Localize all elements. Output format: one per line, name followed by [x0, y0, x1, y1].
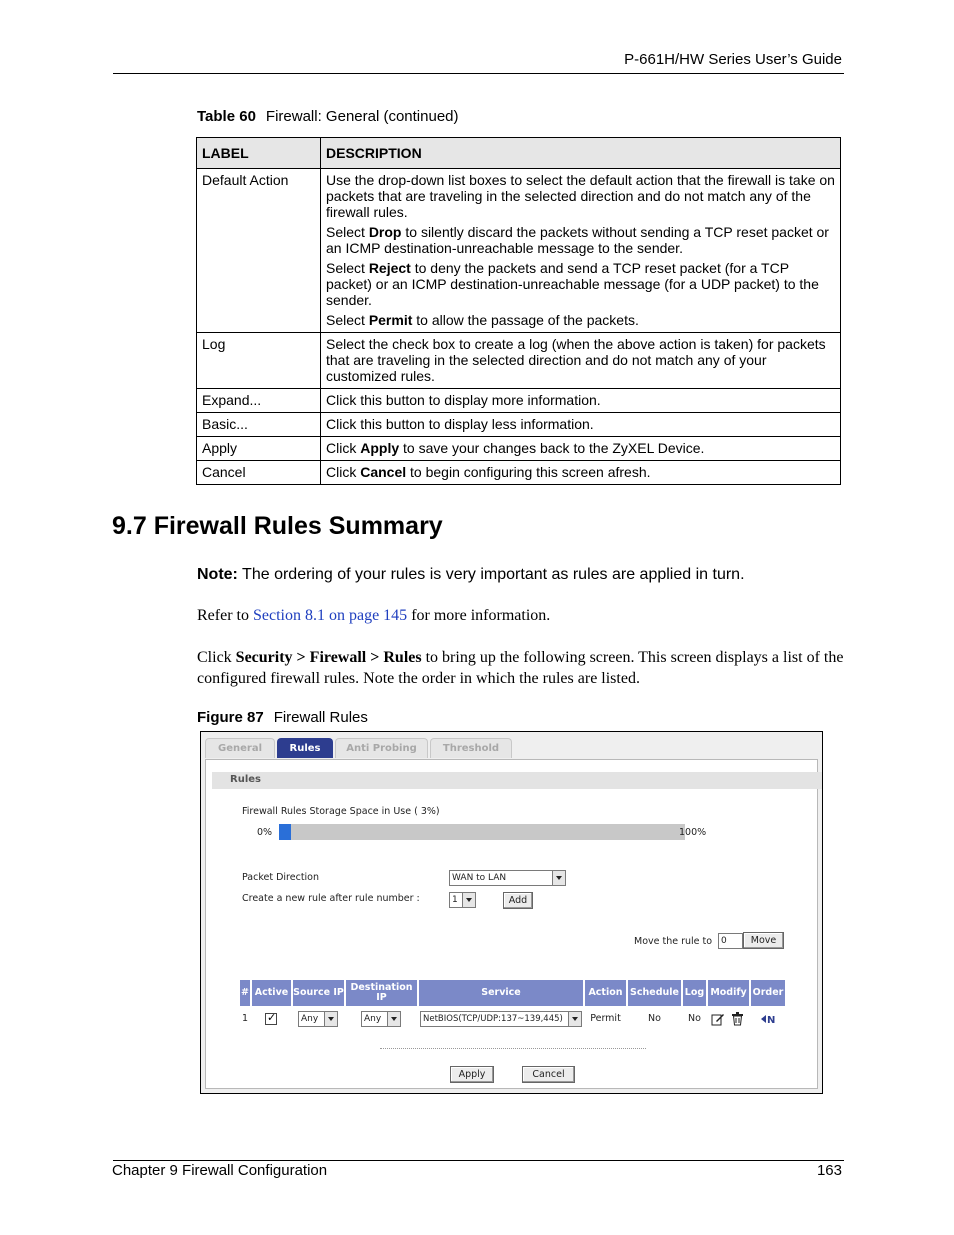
table-row — [197, 413, 841, 437]
row-label: Default Action — [197, 169, 321, 333]
header-description: DESCRIPTION — [321, 138, 841, 169]
svg-text:N: N — [767, 1015, 776, 1026]
rule-schedule: No — [648, 1013, 661, 1024]
description-table — [196, 137, 841, 485]
row-label: Apply — [197, 437, 321, 461]
row-description: Click this button to display less information. — [321, 413, 841, 437]
row-label: Basic... — [197, 413, 321, 437]
note — [197, 566, 745, 584]
figure-caption-title: Firewall Rules — [273, 709, 368, 726]
col-log: Log — [683, 980, 706, 1006]
delete-icon[interactable] — [731, 1012, 744, 1026]
col-source-ip: Source IP — [293, 980, 344, 1006]
col-number: # — [240, 980, 250, 1006]
table-caption-number: Table 60 — [197, 108, 256, 125]
note-label: Note: — [197, 566, 238, 583]
apply-button[interactable]: Apply — [450, 1066, 494, 1083]
rules-panel — [205, 759, 818, 1089]
service-select[interactable] — [420, 1011, 582, 1027]
desc-paragraph: Select Permit to allow the passage of the packets. — [326, 312, 639, 328]
create-rule-value: 1 — [452, 895, 458, 905]
click-paragraph: Click Security > Firewall > Rules to bring up the following screen. This screen displays a list of the configured firewall rules. Note the order in which the rules are listed. — [197, 649, 844, 687]
move-rule-input[interactable]: 0 — [718, 933, 743, 949]
move-rule-label: Move the rule to — [634, 936, 713, 947]
row-description: Click Cancel to begin configuring this screen afresh. — [321, 461, 841, 485]
create-rule-select[interactable] — [449, 892, 476, 908]
tab-anti-probing[interactable]: Anti Probing — [335, 738, 428, 758]
figure-caption-number: Figure 87 — [197, 709, 264, 726]
source-ip-select[interactable] — [298, 1011, 338, 1027]
service-value: NetBIOS(TCP/UDP:137~139,445) — [423, 1014, 563, 1024]
section-heading: 9.7 Firewall Rules Summary — [112, 512, 443, 540]
bar-max-label: 100% — [679, 827, 707, 838]
table-row — [197, 437, 841, 461]
section-link[interactable]: Section 8.1 on page 145 — [252, 607, 408, 624]
row-label: Cancel — [197, 461, 321, 485]
footer-chapter: Chapter 9 Firewall Configuration — [112, 1162, 328, 1179]
firewall-rules-screenshot — [200, 731, 823, 1094]
move-button[interactable]: Move — [743, 932, 784, 949]
section-title: Rules — [230, 774, 261, 785]
packet-direction-value: WAN to LAN — [452, 873, 507, 883]
destination-ip-select[interactable] — [361, 1011, 401, 1027]
table-row — [197, 169, 841, 333]
header-rule — [113, 73, 844, 74]
chevron-down-icon — [462, 893, 475, 907]
col-schedule: Schedule — [628, 980, 681, 1006]
table-caption-title: Firewall: General (continued) — [265, 108, 459, 125]
cancel-button[interactable]: Cancel — [522, 1066, 575, 1083]
chevron-down-icon — [387, 1012, 400, 1026]
desc-paragraph: Use the drop-down list boxes to select the default action that the firewall is take on packets that are traveling in the selected direction and do not match any of the firewall rules. — [326, 172, 835, 220]
col-active: Active — [252, 980, 291, 1006]
col-action: Action — [585, 980, 626, 1006]
bar-min-label: 0% — [257, 827, 273, 838]
tab-general[interactable]: General — [205, 738, 275, 758]
source-ip-value: Any — [301, 1014, 319, 1024]
chevron-down-icon — [568, 1012, 581, 1026]
header-label: LABEL — [197, 138, 321, 169]
col-order: Order — [751, 980, 785, 1006]
row-label: Expand... — [197, 389, 321, 413]
packet-direction-label: Packet Direction — [242, 872, 320, 883]
rule-action: Permit — [590, 1013, 621, 1024]
packet-direction-select[interactable] — [449, 870, 566, 886]
chevron-down-icon — [552, 871, 565, 885]
footer-page-number: 163 — [816, 1162, 842, 1179]
refer-paragraph: Refer to Section 8.1 on page 145 for more information. — [197, 607, 551, 624]
row-description: Click Apply to save your changes back to the ZyXEL Device. — [321, 437, 841, 461]
move-order-icon[interactable] — [760, 1012, 778, 1026]
desc-paragraph: Select Reject to deny the packets and send a TCP reset packet (for a TCP packet) or an ICMP destination-unreachable message (for a UDP packet) to the sender. — [326, 260, 819, 308]
create-rule-label: Create a new rule after rule number : — [242, 893, 420, 904]
row-description — [321, 169, 841, 333]
note-text: The ordering of your rules is very important as rules are applied in turn. — [237, 566, 745, 583]
col-modify: Modify — [708, 980, 749, 1006]
tab-threshold[interactable]: Threshold — [430, 738, 512, 758]
table-row — [197, 333, 841, 389]
row-description: Click this button to display more information. — [321, 389, 841, 413]
row-description: Select the check box to create a log (when the above action is taken) for packets that are traveling in the selected direction and do not match any of your customized rules. — [321, 333, 841, 389]
section-title-bar — [212, 772, 822, 789]
table-row — [197, 461, 841, 485]
figure-caption — [197, 709, 368, 726]
rule-number: 1 — [241, 1013, 249, 1024]
add-button[interactable]: Add — [503, 892, 533, 909]
rule-log: No — [688, 1013, 701, 1024]
chevron-down-icon — [324, 1012, 337, 1026]
rule-active-checkbox[interactable] — [265, 1013, 277, 1025]
footer-rule — [113, 1160, 844, 1161]
storage-progress-fill — [279, 824, 291, 840]
destination-ip-value: Any — [364, 1014, 382, 1024]
menu-path: Security > Firewall > Rules — [235, 649, 422, 666]
row-label: Log — [197, 333, 321, 389]
storage-label: Firewall Rules Storage Space in Use ( 3%) — [242, 806, 440, 817]
desc-paragraph: Select Drop to silently discard the packets without sending a TCP reset packet or an ICMP destination-unreachable message to the sender. — [326, 224, 829, 256]
col-destination-ip: Destination IP — [346, 980, 417, 1006]
running-header: P-661H/HW Series User’s Guide — [624, 51, 842, 68]
col-service: Service — [419, 980, 583, 1006]
divider — [380, 1048, 646, 1049]
edit-icon[interactable] — [711, 1012, 725, 1026]
tab-rules[interactable]: Rules — [277, 738, 333, 758]
table-header-row — [197, 138, 841, 169]
table-row — [197, 389, 841, 413]
table-caption — [197, 108, 459, 125]
storage-progress-bar — [279, 824, 685, 840]
